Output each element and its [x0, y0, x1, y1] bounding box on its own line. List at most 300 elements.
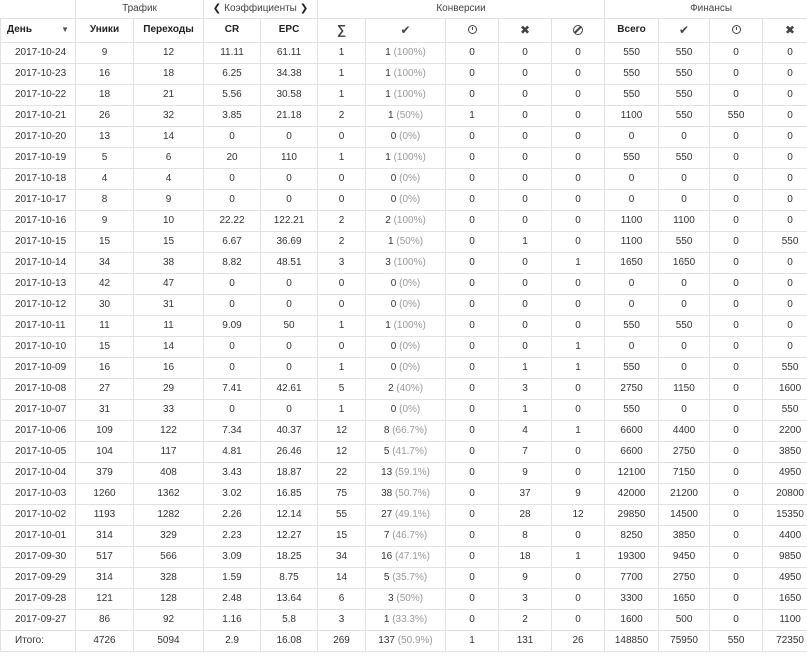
- cell-finance-rejected: 4400: [763, 525, 807, 546]
- cell-approved: [366, 336, 446, 357]
- approved-count: 1: [385, 151, 391, 163]
- cell-finance-rejected: 0: [763, 168, 807, 189]
- cell-finance-rejected: 4950: [763, 567, 807, 588]
- cell-epc: 48.51: [261, 252, 318, 273]
- column-header-sum[interactable]: [318, 19, 366, 43]
- cell-finance-pending: 0: [710, 147, 763, 168]
- approved-percent: (41.7%): [392, 445, 428, 457]
- table-row: [1, 399, 807, 420]
- table-row: [1, 420, 807, 441]
- cell-finance-pending: 0: [710, 588, 763, 609]
- cell-rejected: 1: [499, 399, 552, 420]
- approved-count: 1: [385, 88, 391, 100]
- cell-date: 2017-10-04: [1, 462, 76, 483]
- approved-count: 1: [385, 319, 391, 331]
- cell-pending: 0: [446, 567, 499, 588]
- cell-finance-approved: 550: [659, 42, 710, 63]
- cell-pending: 0: [446, 504, 499, 525]
- cell-epc: 12.14: [261, 504, 318, 525]
- cell-sum: 12: [318, 441, 366, 462]
- cell-approved: [366, 462, 446, 483]
- cell-cr: 3.43: [204, 462, 261, 483]
- cell-clicks: 29: [134, 378, 204, 399]
- cell-finance-rejected: 550: [763, 357, 807, 378]
- cell-clicks: 11: [134, 315, 204, 336]
- table-row: [1, 273, 807, 294]
- cell-uniques: 15: [76, 336, 134, 357]
- approved-count: 7: [383, 529, 390, 541]
- cell-uniques: 34: [76, 252, 134, 273]
- cell-uniques: 4726: [76, 630, 134, 651]
- cell-cr: 0: [204, 294, 261, 315]
- clock-icon: [468, 25, 477, 34]
- cell-rejected: 131: [499, 630, 552, 651]
- cell-uniques: 27: [76, 378, 134, 399]
- cell-uniques: 31: [76, 399, 134, 420]
- table-row: [1, 168, 807, 189]
- cell-cr: 22.22: [204, 210, 261, 231]
- column-header-uniques[interactable]: Уники: [76, 19, 134, 43]
- cell-finance-approved: 0: [659, 189, 710, 210]
- cell-finance-rejected: 0: [763, 315, 807, 336]
- table-row: [1, 42, 807, 63]
- cell-trash: 0: [552, 84, 605, 105]
- table-row: [1, 105, 807, 126]
- cell-sum: 34: [318, 546, 366, 567]
- column-header-trash[interactable]: [552, 19, 605, 43]
- cell-finance-approved: 1650: [659, 252, 710, 273]
- cell-finance-approved: 550: [659, 84, 710, 105]
- cell-rejected: 8: [499, 525, 552, 546]
- cell-pending: 0: [446, 588, 499, 609]
- cell-uniques: 9: [76, 42, 134, 63]
- cell-cr: 0: [204, 399, 261, 420]
- cell-finance-pending: 0: [710, 504, 763, 525]
- cell-finance-total: 1600: [605, 609, 659, 630]
- cell-date: 2017-10-21: [1, 105, 76, 126]
- cell-rejected: 0: [499, 189, 552, 210]
- cell-date: 2017-09-27: [1, 609, 76, 630]
- cell-finance-total: 0: [605, 168, 659, 189]
- cell-rejected: 18: [499, 546, 552, 567]
- approved-count: 5: [383, 445, 390, 457]
- cell-sum: 14: [318, 567, 366, 588]
- cell-clicks: 32: [134, 105, 204, 126]
- cell-finance-approved: 7150: [659, 462, 710, 483]
- cell-cr: 2.9: [204, 630, 261, 651]
- column-header-approved[interactable]: [366, 19, 446, 43]
- cell-finance-approved: 2750: [659, 441, 710, 462]
- column-header-rejected[interactable]: [499, 19, 552, 43]
- cell-clicks: 566: [134, 546, 204, 567]
- cell-approved: [366, 420, 446, 441]
- approved-count: 1: [388, 109, 394, 121]
- cell-pending: 0: [446, 210, 499, 231]
- approved-percent: (50.7%): [394, 487, 430, 499]
- cell-epc: 16.85: [261, 483, 318, 504]
- cell-rejected: 0: [499, 273, 552, 294]
- table-row: [1, 357, 807, 378]
- cell-finance-approved: 75950: [659, 630, 710, 651]
- cell-sum: 1: [318, 42, 366, 63]
- cell-rejected: 0: [499, 126, 552, 147]
- cell-finance-approved: 2750: [659, 567, 710, 588]
- cell-epc: 110: [261, 147, 318, 168]
- cell-trash: 0: [552, 378, 605, 399]
- cell-epc: 8.75: [261, 567, 318, 588]
- cell-finance-total: 148850: [605, 630, 659, 651]
- cell-finance-rejected: 0: [763, 252, 807, 273]
- table-row: [1, 441, 807, 462]
- cell-pending: 0: [446, 441, 499, 462]
- sigma-icon: ∑: [336, 22, 347, 37]
- cell-pending: 0: [446, 126, 499, 147]
- cell-finance-rejected: 72350: [763, 630, 807, 651]
- prev-arrow-icon[interactable]: ❮: [212, 3, 222, 14]
- cell-date: 2017-10-18: [1, 168, 76, 189]
- table-row: [1, 336, 807, 357]
- cell-trash: 0: [552, 231, 605, 252]
- cell-epc: 16.08: [261, 630, 318, 651]
- cell-uniques: 1260: [76, 483, 134, 504]
- cell-clicks: 9: [134, 189, 204, 210]
- column-header-row: [1, 19, 807, 43]
- cell-sum: 1: [318, 147, 366, 168]
- cell-trash: 0: [552, 315, 605, 336]
- cell-cr: 1.16: [204, 609, 261, 630]
- table-row: [1, 294, 807, 315]
- cell-approved: [366, 483, 446, 504]
- cell-clicks: 1362: [134, 483, 204, 504]
- cell-approved: [366, 210, 446, 231]
- cell-clicks: 128: [134, 588, 204, 609]
- cell-sum: 269: [318, 630, 366, 651]
- cell-finance-rejected: 0: [763, 210, 807, 231]
- table-row: [1, 609, 807, 630]
- cell-approved: [366, 252, 446, 273]
- cell-finance-pending: 0: [710, 315, 763, 336]
- cell-finance-rejected: 9850: [763, 546, 807, 567]
- cell-epc: 0: [261, 399, 318, 420]
- cell-rejected: 9: [499, 567, 552, 588]
- cell-cr: 0: [204, 168, 261, 189]
- cell-clicks: 16: [134, 357, 204, 378]
- cell-finance-approved: 0: [659, 126, 710, 147]
- cell-finance-approved: 4400: [659, 420, 710, 441]
- approved-count: 27: [381, 508, 393, 520]
- cell-uniques: 5: [76, 147, 134, 168]
- cell-finance-rejected: 3850: [763, 441, 807, 462]
- cell-trash: 1: [552, 252, 605, 273]
- cell-epc: 42.61: [261, 378, 318, 399]
- cell-clicks: 33: [134, 399, 204, 420]
- approved-percent: (100%): [393, 46, 426, 58]
- cell-finance-rejected: 1100: [763, 609, 807, 630]
- approved-percent: (0%): [399, 277, 421, 289]
- column-header-finance-rejected[interactable]: [763, 19, 807, 43]
- cell-trash: 0: [552, 567, 605, 588]
- cell-finance-total: 8250: [605, 525, 659, 546]
- cell-sum: 15: [318, 525, 366, 546]
- cell-date: 2017-10-22: [1, 84, 76, 105]
- cell-epc: 122.21: [261, 210, 318, 231]
- column-header-finance-approved[interactable]: [659, 19, 710, 43]
- cell-pending: 0: [446, 420, 499, 441]
- approved-percent: (100%): [393, 67, 426, 79]
- cell-finance-approved: 0: [659, 168, 710, 189]
- cell-cr: 3.09: [204, 546, 261, 567]
- totals-row: [1, 630, 807, 651]
- cell-finance-rejected: 0: [763, 294, 807, 315]
- approved-count: 0: [390, 361, 397, 373]
- cell-epc: 0: [261, 168, 318, 189]
- cell-clicks: 14: [134, 336, 204, 357]
- cell-uniques: 8: [76, 189, 134, 210]
- approved-count: 1: [383, 613, 390, 625]
- cell-rejected: 0: [499, 63, 552, 84]
- cell-rejected: 4: [499, 420, 552, 441]
- cell-approved: [366, 189, 446, 210]
- approved-count: 13: [381, 466, 393, 478]
- cell-sum: 0: [318, 189, 366, 210]
- table-row: [1, 210, 807, 231]
- table-row: [1, 126, 807, 147]
- cell-uniques: 9: [76, 210, 134, 231]
- approved-count: 0: [390, 130, 397, 142]
- cell-finance-total: 1650: [605, 252, 659, 273]
- cell-epc: 34.38: [261, 63, 318, 84]
- column-header-clicks[interactable]: Переходы: [134, 19, 204, 43]
- cell-date: 2017-10-01: [1, 525, 76, 546]
- cell-finance-pending: 0: [710, 483, 763, 504]
- cell-finance-pending: 0: [710, 42, 763, 63]
- cell-epc: 26.46: [261, 441, 318, 462]
- approved-percent: (0%): [399, 130, 421, 142]
- cell-trash: 0: [552, 63, 605, 84]
- cell-clicks: 408: [134, 462, 204, 483]
- cell-date: 2017-10-03: [1, 483, 76, 504]
- cell-date: 2017-10-23: [1, 63, 76, 84]
- column-header-finance-pending[interactable]: [710, 19, 763, 43]
- cell-finance-pending: 0: [710, 273, 763, 294]
- cell-finance-total: 0: [605, 273, 659, 294]
- approved-count: 0: [390, 340, 397, 352]
- cell-pending: 0: [446, 63, 499, 84]
- cell-uniques: 42: [76, 273, 134, 294]
- cell-finance-approved: 1650: [659, 588, 710, 609]
- column-header-epc[interactable]: EPC: [261, 19, 318, 43]
- cell-pending: 0: [446, 336, 499, 357]
- cell-epc: 0: [261, 357, 318, 378]
- cell-finance-total: 550: [605, 315, 659, 336]
- cell-finance-total: 0: [605, 126, 659, 147]
- cell-rejected: 3: [499, 588, 552, 609]
- cell-pending: 1: [446, 105, 499, 126]
- table-row: [1, 252, 807, 273]
- cell-cr: 0: [204, 357, 261, 378]
- cell-sum: 1: [318, 84, 366, 105]
- cell-sum: 75: [318, 483, 366, 504]
- cell-uniques: 104: [76, 441, 134, 462]
- next-arrow-icon[interactable]: ❯: [299, 3, 309, 14]
- cell-date: 2017-10-19: [1, 147, 76, 168]
- cell-approved: [366, 399, 446, 420]
- cell-approved: [366, 147, 446, 168]
- cell-epc: 18.25: [261, 546, 318, 567]
- cell-rejected: 0: [499, 147, 552, 168]
- table-row: [1, 315, 807, 336]
- cell-finance-pending: 0: [710, 462, 763, 483]
- cell-trash: 0: [552, 126, 605, 147]
- cell-clicks: 12: [134, 42, 204, 63]
- cell-uniques: 15: [76, 231, 134, 252]
- cell-rejected: 0: [499, 336, 552, 357]
- approved-count: 1: [388, 235, 394, 247]
- cell-finance-approved: 3850: [659, 525, 710, 546]
- cell-finance-pending: 0: [710, 84, 763, 105]
- cell-pending: 0: [446, 378, 499, 399]
- cell-finance-rejected: 0: [763, 189, 807, 210]
- cell-sum: 3: [318, 252, 366, 273]
- approved-count: 0: [390, 277, 397, 289]
- cell-approved: [366, 63, 446, 84]
- cell-finance-pending: 0: [710, 210, 763, 231]
- approved-count: 38: [381, 487, 393, 499]
- cell-pending: 0: [446, 189, 499, 210]
- cell-finance-pending: 0: [710, 546, 763, 567]
- cell-approved: [366, 525, 446, 546]
- cell-clicks: 10: [134, 210, 204, 231]
- cell-pending: 1: [446, 630, 499, 651]
- cell-date: 2017-10-07: [1, 399, 76, 420]
- cell-finance-total: 7700: [605, 567, 659, 588]
- cell-finance-pending: 0: [710, 231, 763, 252]
- cell-trash: 0: [552, 462, 605, 483]
- cell-trash: 0: [552, 210, 605, 231]
- cell-clicks: 1282: [134, 504, 204, 525]
- cell-finance-approved: 550: [659, 315, 710, 336]
- cell-sum: 0: [318, 336, 366, 357]
- cell-approved: [366, 441, 446, 462]
- cell-date: 2017-10-08: [1, 378, 76, 399]
- cell-trash: 0: [552, 294, 605, 315]
- cell-epc: 0: [261, 126, 318, 147]
- cell-pending: 0: [446, 525, 499, 546]
- cell-clicks: 117: [134, 441, 204, 462]
- table-row: [1, 504, 807, 525]
- column-header-cr[interactable]: CR: [204, 19, 261, 43]
- cell-finance-rejected: 0: [763, 42, 807, 63]
- cell-pending: 0: [446, 483, 499, 504]
- cell-epc: 0: [261, 294, 318, 315]
- cell-finance-rejected: 0: [763, 126, 807, 147]
- cell-uniques: 16: [76, 63, 134, 84]
- cell-clicks: 14: [134, 126, 204, 147]
- cell-finance-rejected: 0: [763, 63, 807, 84]
- cell-clicks: 329: [134, 525, 204, 546]
- sort-down-icon[interactable]: ▼: [61, 25, 69, 35]
- approved-percent: (59.1%): [394, 466, 430, 478]
- cell-trash: 9: [552, 483, 605, 504]
- totals-label: Итого:: [1, 630, 76, 651]
- table-row: [1, 378, 807, 399]
- cell-pending: 0: [446, 609, 499, 630]
- cell-finance-rejected: 0: [763, 84, 807, 105]
- approved-count: 0: [390, 193, 397, 205]
- cell-pending: 0: [446, 315, 499, 336]
- cell-uniques: 13: [76, 126, 134, 147]
- cell-rejected: 0: [499, 252, 552, 273]
- cell-pending: 0: [446, 462, 499, 483]
- cell-finance-rejected: 1650: [763, 588, 807, 609]
- cell-clicks: 122: [134, 420, 204, 441]
- cell-finance-approved: 550: [659, 63, 710, 84]
- cell-epc: 0: [261, 189, 318, 210]
- cell-finance-total: 1100: [605, 231, 659, 252]
- approved-count: 16: [381, 550, 393, 562]
- cell-uniques: 379: [76, 462, 134, 483]
- cell-approved: [366, 546, 446, 567]
- approved-percent: (49.1%): [394, 508, 430, 520]
- cell-cr: 1.59: [204, 567, 261, 588]
- cell-sum: 2: [318, 231, 366, 252]
- cell-rejected: 1: [499, 231, 552, 252]
- ban-icon: [573, 25, 583, 35]
- cell-rejected: 37: [499, 483, 552, 504]
- cell-finance-approved: 0: [659, 294, 710, 315]
- cell-finance-approved: 550: [659, 147, 710, 168]
- cell-date: 2017-10-15: [1, 231, 76, 252]
- approved-count: 3: [388, 592, 394, 604]
- cell-rejected: 3: [499, 378, 552, 399]
- table-row: [1, 147, 807, 168]
- cell-pending: 0: [446, 399, 499, 420]
- cell-rejected: 0: [499, 42, 552, 63]
- approved-count: 2: [385, 214, 391, 226]
- cell-cr: 2.48: [204, 588, 261, 609]
- cell-sum: 55: [318, 504, 366, 525]
- cell-epc: 0: [261, 273, 318, 294]
- cell-trash: 1: [552, 420, 605, 441]
- approved-percent: (33.3%): [392, 613, 428, 625]
- cell-finance-rejected: 550: [763, 399, 807, 420]
- column-header-finance-total[interactable]: Всего: [605, 19, 659, 43]
- cell-clicks: 15: [134, 231, 204, 252]
- approved-percent: (50.9%): [397, 634, 433, 646]
- table-row: [1, 462, 807, 483]
- column-header-day[interactable]: День ▼: [1, 19, 76, 43]
- approved-percent: (100%): [393, 214, 426, 226]
- cell-date: 2017-10-10: [1, 336, 76, 357]
- group-header-row: [1, 0, 807, 19]
- approved-count: 8: [383, 424, 390, 436]
- column-header-pending[interactable]: [446, 19, 499, 43]
- cell-clicks: 21: [134, 84, 204, 105]
- cell-pending: 0: [446, 84, 499, 105]
- approved-percent: (0%): [399, 298, 421, 310]
- cell-sum: 3: [318, 609, 366, 630]
- cell-cr: 9.09: [204, 315, 261, 336]
- cell-sum: 0: [318, 168, 366, 189]
- cell-trash: 0: [552, 588, 605, 609]
- cell-date: 2017-10-14: [1, 252, 76, 273]
- cell-finance-pending: 0: [710, 189, 763, 210]
- cell-cr: 7.41: [204, 378, 261, 399]
- cell-finance-pending: 0: [710, 525, 763, 546]
- cell-finance-total: 1100: [605, 105, 659, 126]
- group-header-traffic: Трафик: [76, 0, 204, 19]
- cell-finance-rejected: 4950: [763, 462, 807, 483]
